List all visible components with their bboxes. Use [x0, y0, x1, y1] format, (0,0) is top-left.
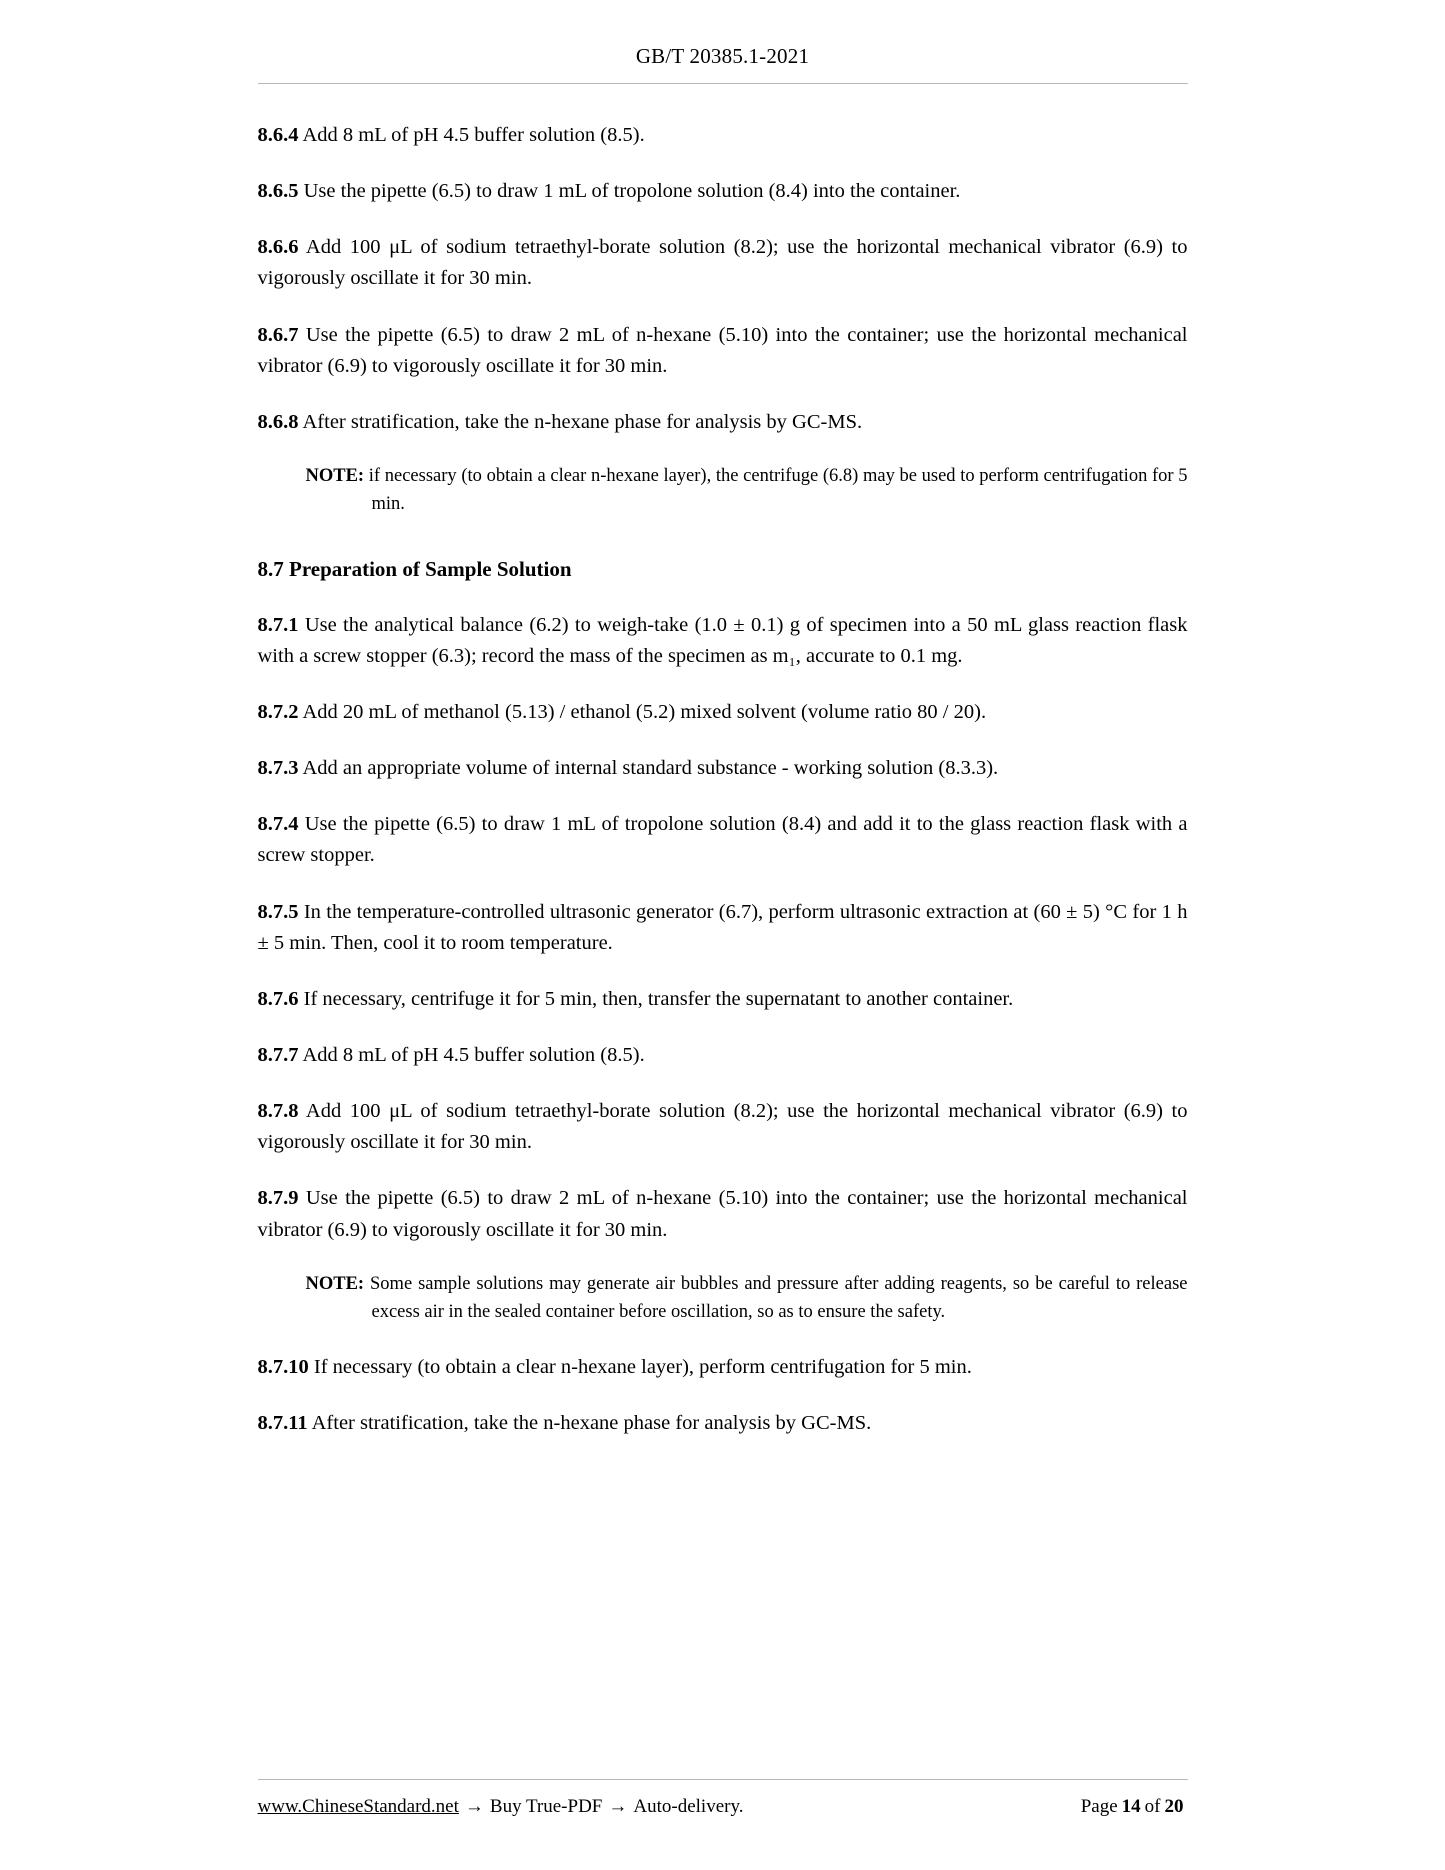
page-indicator	[1081, 1796, 1188, 1818]
note-content	[306, 1271, 1188, 1327]
section-heading: 8.7 Preparation of Sample Solution	[257, 556, 572, 581]
clause-paragraph	[258, 120, 1188, 151]
clause-text: Add an appropriate volume of internal standard substance - working solution (8.3.3).	[298, 757, 999, 780]
page-header	[0, 0, 1445, 84]
clause-paragraph	[258, 407, 1188, 438]
clause-paragraph	[258, 753, 1188, 784]
clause-paragraph	[258, 697, 1188, 728]
clause-text: In the temperature-controlled ultrasonic generator (6.7), perform ultrasonic extraction at (60 ± 5) °C for 1 h ± 5 min. Then, cool it to room temperature.	[257, 900, 1188, 954]
clause-number: 8.6.5	[257, 180, 299, 203]
clause-number: 8.7.11	[257, 1412, 308, 1435]
note-block	[258, 1271, 1188, 1327]
clause-number: 8.6.4	[257, 124, 299, 146]
footer-divider	[258, 1779, 1188, 1780]
document-body	[258, 84, 1188, 1440]
clause-number: 8.7.8	[257, 1100, 299, 1123]
note-label: NOTE:	[305, 1273, 365, 1294]
clause-paragraph	[258, 1040, 1188, 1071]
note-content	[306, 463, 1188, 519]
clause-text: Add 8 mL of pH 4.5 buffer solution (8.5).	[298, 1044, 645, 1066]
clause-text: Use the pipette (6.5) to draw 2 mL of n-hexane (5.10) into the container; use the horizontal mechanical vibrator (6.9) to vigorously oscillate it for 30 min.	[257, 1187, 1188, 1241]
clause-paragraph	[258, 176, 1188, 207]
clause-number: 8.6.7	[257, 323, 299, 346]
footer-row	[258, 1796, 1188, 1818]
clause-number: 8.7.2	[257, 700, 299, 723]
clause-paragraph	[258, 232, 1188, 294]
clause-text: If necessary, centrifuge it for 5 min, then, transfer the supernatant to another container.	[298, 987, 1014, 1010]
clause-text: Add 20 mL of methanol (5.13) / ethanol (5.2) mixed solvent (volume ratio 80 / 20).	[298, 700, 987, 723]
clause-text: Add 100 μL of sodium tetraethyl-borate solution (8.2); use the horizontal mechanical vibrator (6.9) to vigorously oscillate it for 30 min.	[257, 236, 1188, 290]
clause-number: 8.7.10	[257, 1356, 309, 1379]
clause-number: 8.7.7	[257, 1044, 299, 1066]
standard-identifier: GB/T 20385.1-2021	[635, 44, 810, 68]
clause-paragraph	[258, 897, 1188, 959]
clause-text: Add 100 μL of sodium tetraethyl-borate solution (8.2); use the horizontal mechanical vibrator (6.9) to vigorously oscillate it for 30 min.	[257, 1100, 1188, 1154]
clause-paragraph	[258, 1183, 1188, 1245]
clause-number: 8.7.3	[257, 757, 299, 780]
note-text: Some sample solutions may generate air bubbles and pressure after adding reagents, so be careful to release excess air in the sealed container before oscillation, so as to ensure the safety.	[364, 1273, 1188, 1322]
clause-number: 8.7.6	[257, 987, 299, 1010]
clause-number: 8.7.9	[257, 1187, 299, 1210]
note-text: if necessary (to obtain a clear n-hexane layer), the centrifuge (6.8) may be used to perform centrifugation for 5 min.	[364, 466, 1188, 514]
clause-number: 8.7.4	[257, 813, 299, 836]
auto-delivery-label: Auto-delivery.	[633, 1796, 744, 1817]
note-block	[258, 463, 1188, 519]
clause-number: 8.7.1	[257, 613, 299, 636]
clause-text: Add 8 mL of pH 4.5 buffer solution (8.5).	[298, 124, 645, 146]
page-footer	[258, 1779, 1188, 1818]
website-link[interactable]: www.ChineseStandard.net	[257, 1796, 459, 1817]
clause-paragraph	[258, 984, 1188, 1015]
clause-text: If necessary (to obtain a clear n-hexane layer), perform centrifugation for 5 min.	[308, 1356, 972, 1379]
current-page-number: 14	[1121, 1796, 1141, 1817]
clause-text: After stratification, take the n-hexane phase for analysis by GC-MS.	[298, 410, 863, 433]
clause-text: Use the analytical balance (6.2) to weigh-take (1.0 ± 0.1) g of specimen into a 50 mL glass reaction flask with a screw stopper (6.3); record the mass of the specimen as m₁, accurate to 0.1 mg.	[257, 613, 1188, 667]
clause-text: Use the pipette (6.5) to draw 1 mL of tropolone solution (8.4) into the container.	[298, 180, 961, 203]
clause-paragraph	[258, 1408, 1188, 1439]
buy-pdf-label[interactable]: Buy True-PDF	[489, 1796, 603, 1817]
note-label: NOTE:	[305, 466, 365, 487]
clause-paragraph	[258, 809, 1188, 871]
arrow-right-icon: →	[608, 1796, 628, 1817]
clause-number: 8.7.5	[257, 900, 299, 923]
clause-number: 8.6.6	[257, 236, 299, 259]
arrow-right-icon: →	[464, 1796, 484, 1817]
clause-paragraph	[258, 1096, 1188, 1158]
clause-paragraph	[258, 610, 1188, 672]
clause-number: 8.6.8	[257, 410, 299, 433]
clause-text: Use the pipette (6.5) to draw 1 mL of tropolone solution (8.4) and add it to the glass reaction flask with a screw stopper.	[257, 813, 1188, 867]
footer-links	[258, 1796, 744, 1818]
clause-paragraph	[258, 1352, 1188, 1383]
clause-paragraph	[258, 320, 1188, 382]
clause-text: After stratification, take the n-hexane phase for analysis by GC-MS.	[307, 1412, 872, 1435]
clause-text: Use the pipette (6.5) to draw 2 mL of n-hexane (5.10) into the container; use the horizontal mechanical vibrator (6.9) to vigorously oscillate it for 30 min.	[257, 323, 1188, 377]
total-page-number: 20	[1164, 1796, 1184, 1817]
of-word: of	[1144, 1796, 1161, 1817]
page-word: Page	[1080, 1796, 1118, 1817]
